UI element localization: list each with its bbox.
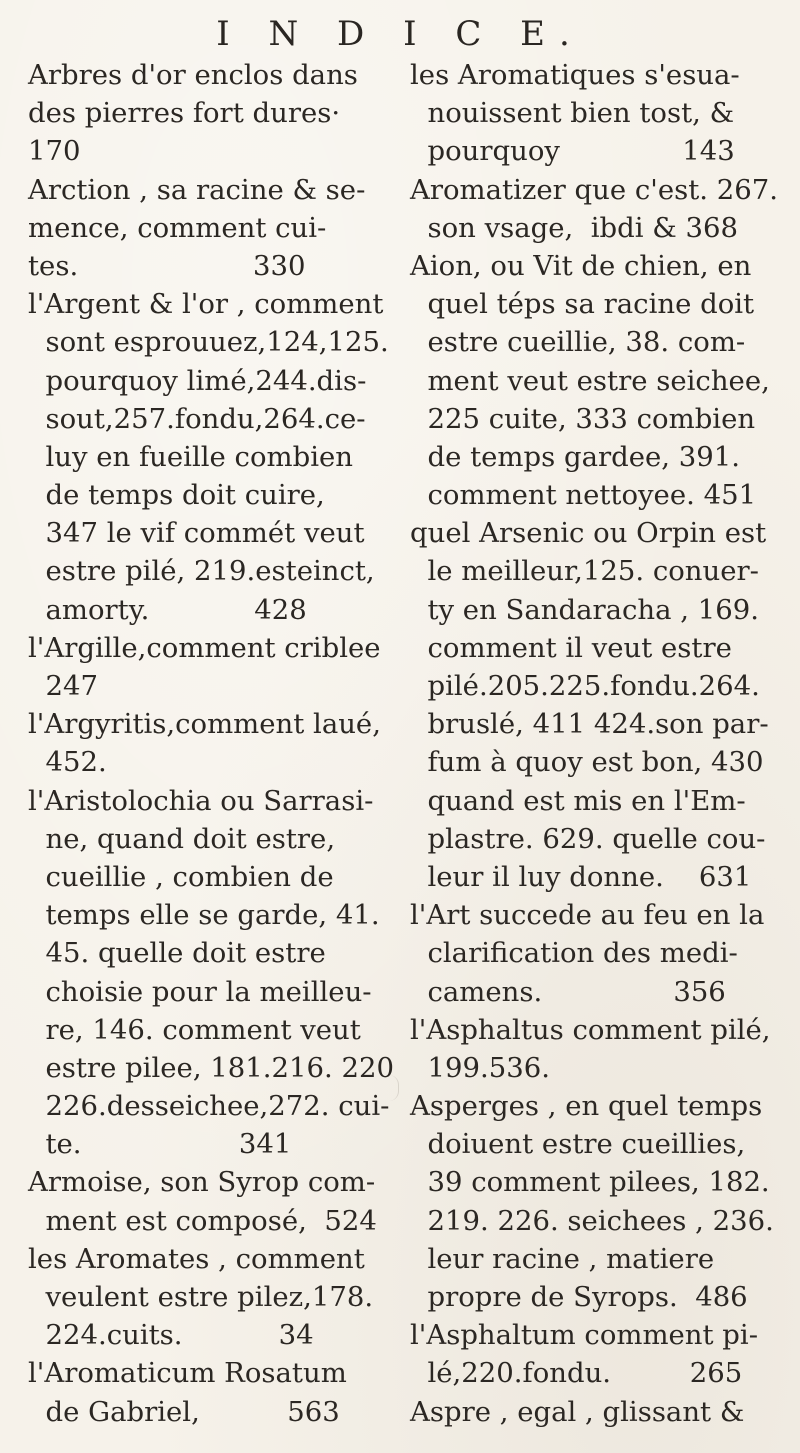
- index-line-right-17: bruslé, 411 424.son par-: [410, 708, 769, 741]
- index-line-left-1: des pierres fort dures·: [28, 97, 341, 130]
- index-line-right-4: son vsage, ibdi & 368: [410, 211, 738, 244]
- index-line-right-24: camens. 356: [410, 975, 726, 1008]
- index-column-left: [28, 56, 394, 1431]
- index-line-right-1: nouissent bien tost, &: [410, 97, 735, 130]
- index-line-right-5: Aion, ou Vit de chien, en: [410, 249, 752, 282]
- index-line-left-4: mence, comment cui-: [28, 211, 327, 244]
- index-line-right-12: quel Arsenic ou Orpin est: [410, 517, 767, 550]
- index-line-right-34: lé,220.fondu. 265: [410, 1357, 743, 1390]
- index-line-left-22: temps elle se garde, 41.: [28, 899, 380, 932]
- index-line-left-28: te. 341: [28, 1128, 292, 1161]
- index-line-left-3: Arction , sa racine & se-: [28, 173, 366, 206]
- index-line-left-7: sont esprouuez,124,125.: [28, 326, 389, 359]
- index-line-left-20: ne, quand doit estre,: [28, 822, 336, 855]
- index-line-right-6: quel téps sa racine doit: [410, 288, 755, 321]
- index-line-left-35: de Gabriel, 563: [28, 1395, 340, 1428]
- index-line-left-23: 45. quelle doit estre: [28, 937, 326, 970]
- index-line-left-9: sout,257.fondu,264.ce-: [28, 402, 366, 435]
- index-line-right-2: pourquoy 143: [410, 135, 735, 168]
- index-line-right-15: comment il veut estre: [410, 631, 732, 664]
- index-line-right-18: fum à quoy est bon, 430: [410, 746, 764, 779]
- index-line-right-20: plastre. 629. quelle cou-: [410, 822, 766, 855]
- index-line-left-15: l'Argille,comment criblee: [28, 631, 381, 664]
- index-line-right-25: l'Asphaltus comment pilé,: [410, 1013, 771, 1046]
- index-line-right-23: clarification des medi-: [410, 937, 738, 970]
- index-line-left-17: l'Argyritis,comment laué,: [28, 708, 381, 741]
- index-line-right-27: Asperges , en quel temps: [410, 1090, 763, 1123]
- index-line-left-8: pourquoy limé,244.dis-: [28, 364, 367, 397]
- index-line-left-33: 224.cuits. 34: [28, 1319, 314, 1352]
- index-line-right-21: leur il luy donne. 631: [410, 860, 752, 893]
- index-line-left-0: Arbres d'or enclos dans: [28, 59, 358, 91]
- index-line-left-21: cueillie , combien de: [28, 860, 334, 893]
- index-line-left-10: luy en fueille combien: [28, 440, 353, 473]
- index-line-left-5: tes. 330: [28, 249, 306, 282]
- index-line-left-30: ment est composé, 524: [28, 1204, 377, 1237]
- index-line-right-26: 199.536.: [410, 1051, 550, 1084]
- index-line-right-13: le meilleur,125. conuer-: [410, 555, 759, 588]
- index-line-left-16: 247: [28, 670, 98, 702]
- index-column-right: [410, 56, 778, 1431]
- index-line-right-29: 39 comment pilees, 182.: [410, 1166, 770, 1199]
- index-line-left-6: l'Argent & l'or , comment: [28, 288, 384, 321]
- index-line-right-28: doiuent estre cueillies,: [410, 1128, 746, 1161]
- index-line-left-34: l'Aromaticum Rosatum: [28, 1357, 347, 1390]
- index-line-right-32: propre de Syrops. 486: [410, 1281, 748, 1313]
- index-line-left-32: veulent estre pilez,178.: [28, 1281, 374, 1313]
- index-line-left-31: les Aromates , comment: [28, 1242, 365, 1275]
- index-line-left-19: l'Aristolochia ou Sarrasi-: [28, 784, 374, 817]
- index-line-right-31: leur racine , matiere: [410, 1242, 715, 1275]
- index-line-right-9: 225 cuite, 333 combien: [410, 402, 756, 435]
- index-line-left-24: choisie pour la meilleu-: [28, 975, 372, 1008]
- index-line-right-8: ment veut estre seichee,: [410, 364, 770, 397]
- index-line-right-10: de temps gardee, 391.: [410, 440, 740, 473]
- index-line-right-7: estre cueillie, 38. com-: [410, 326, 746, 359]
- index-line-left-25: re, 146. comment veut: [28, 1013, 361, 1046]
- index-line-left-12: 347 le vif commét veut: [28, 517, 365, 550]
- index-line-left-14: amorty. 428: [28, 593, 307, 626]
- index-line-right-33: l'Asphaltum comment pi-: [410, 1319, 758, 1352]
- index-line-left-2: 170: [28, 135, 81, 168]
- index-line-right-35: Aspre , egal , glissant &: [410, 1395, 745, 1428]
- index-line-right-16: pilé.205.225.fondu.264.: [410, 670, 760, 702]
- index-line-right-0: les Aromatiques s'esua-: [410, 59, 740, 91]
- index-line-right-19: quand est mis en l'Em-: [410, 784, 746, 817]
- page-edge-mark: [384, 1075, 399, 1101]
- index-line-left-13: estre pilé, 219.esteinct,: [28, 555, 375, 588]
- index-line-right-14: ty en Sandaracha , 169.: [410, 593, 759, 626]
- index-line-left-11: de temps doit cuire,: [28, 479, 325, 512]
- index-line-left-29: Armoise, son Syrop com-: [28, 1166, 376, 1199]
- index-line-left-18: 452.: [28, 746, 107, 779]
- index-line-right-3: Aromatizer que c'est. 267.: [410, 173, 778, 206]
- index-line-right-30: 219. 226. seichees , 236.: [410, 1204, 774, 1237]
- page-header: I N D I C E.: [216, 14, 584, 54]
- index-line-right-22: l'Art succede au feu en la: [410, 899, 765, 932]
- index-line-left-26: estre pilee, 181.216. 220: [28, 1051, 394, 1084]
- index-line-left-27: 226.desseichee,272. cui-: [28, 1090, 390, 1123]
- index-line-right-11: comment nettoyee. 451: [410, 479, 757, 512]
